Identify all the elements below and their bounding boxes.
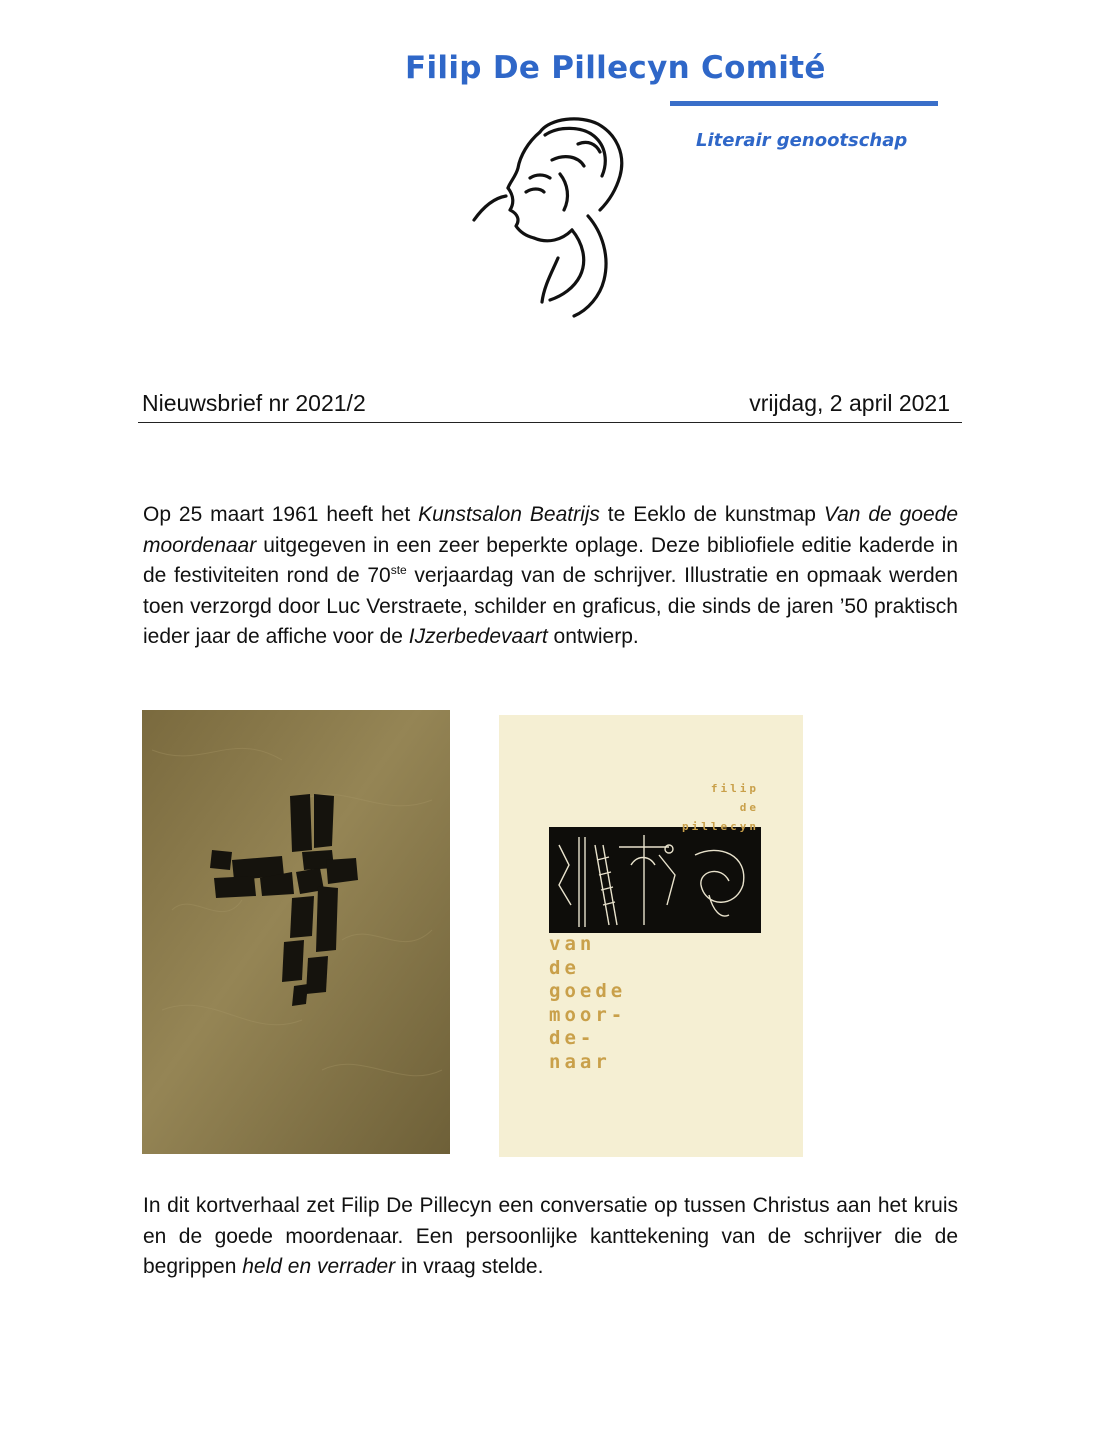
cover-title-line: van [549,933,596,955]
closing-text-2: in vraag stelde. [395,1255,544,1278]
newsletter-info-row [138,388,962,423]
intro-italic-kunstsalon: Kunstsalon Beatrijs [418,503,600,526]
closing-paragraph [143,1191,958,1283]
cover-title-line: moor- [549,1003,627,1026]
closing-text-1: In dit kortverhaal zet Filip De Pillecyn een conversatie op tussen Christus aan het kruis en de goede moordenaar. Een persoonlijke kanttekening van de schrijver die de begrippen [143,1194,958,1278]
cover-title-line: de- [549,1027,596,1049]
cover-title-line: naar [549,1050,611,1073]
newsletter-date: vrijdag, 2 april 2021 [749,390,950,416]
cover-title-line: de [549,956,580,979]
closing-italic-phrase: held en verrader [242,1255,396,1278]
intro-italic-book-title: Van de goede moordenaar [143,503,958,557]
intro-italic-ijzerbedevaart: IJzerbedevaart [408,625,548,648]
cover-author-line: filip [710,782,759,795]
intro-superscript: ste [390,563,407,577]
book-cover-title-image [499,715,803,1157]
cover-author-line: pillecyn [682,820,759,833]
cover-author-text [682,779,759,836]
intro-text-3: uitgegeven in een zeer beperkte oplage. Deze bibliofiele editie kaderde in de festiviteiten rond de 70 [143,533,958,587]
intro-paragraph [143,500,958,653]
title-underline [670,101,938,106]
intro-text-1: Op 25 maart 1961 heeft het [143,503,419,526]
intro-text-5: ontwierp. [547,625,639,648]
author-portrait-sketch [470,110,640,320]
committee-title: Filip De Pillecyn Comité [405,50,826,86]
cover-title-line: goede [549,980,627,1002]
newsletter-number: Nieuwsbrief nr 2021/2 [142,390,366,416]
committee-subtitle: Literair genootschap [696,130,908,151]
cover-title-text [549,933,626,1074]
book-cover-cross-image [142,710,450,1154]
intro-text-2: te Eeklo de kunstmap [599,503,824,526]
cover-author-line: de [739,801,759,814]
intro-text-4: verjaardag van de schrijver. Illustratie en opmaak werden toen verzorgd door Luc Verstraete, schilder en graficus, die sinds de jaren ’50 praktisch ieder jaar de affiche voor de [143,564,959,648]
